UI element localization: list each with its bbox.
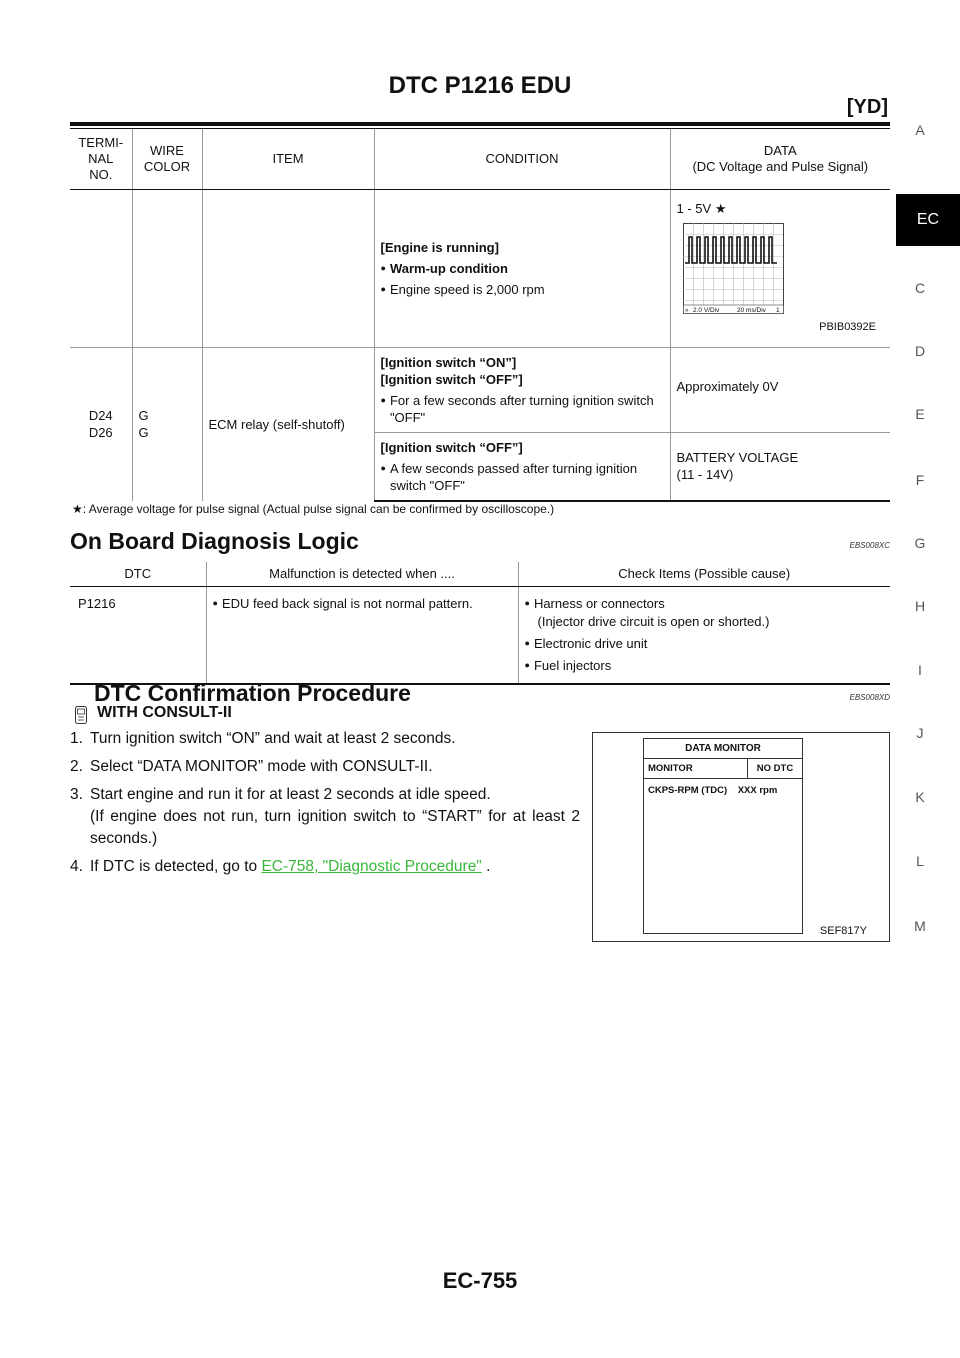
page-title: DTC P1216 EDU <box>388 72 572 99</box>
cell-check-items: ● Harness or connectors (Injector drive circuit is open or shorted.) ● Electronic drive unit ● Fuel injectors <box>518 586 890 684</box>
star-icon: ★ <box>714 200 727 216</box>
svg-text:2.0 V/Div: 2.0 V/Div <box>692 306 719 314</box>
monitor-figure-id: SEF817Y <box>819 925 867 937</box>
side-index-f[interactable]: F <box>915 472 925 488</box>
footnote: ★: Average voltage for pulse signal (Actual pulse signal can be confirmed by oscilloscope.) <box>72 502 555 516</box>
star-icon: ★ <box>72 502 83 516</box>
monitor-screen <box>643 738 803 934</box>
consult-subheading: WITH CONSULT-II <box>97 704 232 721</box>
confirmation-heading: DTC Confirmation Procedure <box>94 680 411 706</box>
cell-empty <box>202 189 374 347</box>
section-code: [YD] <box>846 96 888 118</box>
side-index-j[interactable]: J <box>916 725 924 741</box>
cell-data-battery: BATTERY VOLTAGE (11 - 14V) <box>670 432 890 501</box>
consult-tool-icon <box>74 705 88 725</box>
col-wire-header: WIRE COLOR <box>132 129 202 189</box>
side-index-k[interactable]: K <box>915 789 925 805</box>
side-index-a[interactable]: A <box>915 122 925 138</box>
logic-ref-code: EBS008XC <box>849 541 890 550</box>
data-monitor-figure <box>592 732 890 942</box>
svg-text:»: » <box>684 306 689 314</box>
logic-table <box>70 562 890 685</box>
cell-condition-ign-off: [Ignition switch “OFF”] ● A few seconds passed after turning ignition switch "OFF" <box>374 432 670 501</box>
col-dtc-header: DTC <box>70 562 206 586</box>
diagnostic-procedure-link[interactable]: EC-758, "Diagnostic Procedure" <box>261 858 482 875</box>
oscilloscope-figure <box>683 223 805 323</box>
cell-data-pulse: 1 - 5V ★ » 2.0 V/Div 20 ms/Div 1 PBIB0392E <box>670 189 890 347</box>
monitor-row: CKPS-RPM (TDC) XXX rpm <box>648 785 778 796</box>
monitor-status: NO DTC <box>756 763 794 774</box>
procedure-steps <box>70 728 580 884</box>
svg-text:1: 1 <box>775 306 780 314</box>
cell-empty <box>70 189 132 347</box>
side-index-i[interactable]: I <box>918 662 922 678</box>
col-check-header: Check Items (Possible cause) <box>518 562 890 586</box>
step-3: 3. Start engine and run it for at least 2 seconds at idle speed. (If engine does not run, turn ignition switch to “START” for at least 2 seconds.) <box>70 786 580 847</box>
side-index-g[interactable]: G <box>914 535 926 551</box>
side-index-m[interactable]: M <box>914 918 926 934</box>
step-2: 2. Select “DATA MONITOR” mode with CONSULT-II. <box>70 758 433 775</box>
cell-terminals: D24 D26 <box>70 347 132 501</box>
col-malfunction-header: Malfunction is detected when .... <box>206 562 518 586</box>
col-data-header: DATA (DC Voltage and Pulse Signal) <box>670 129 890 189</box>
side-index-ec-active[interactable]: EC <box>896 194 960 246</box>
header-rule <box>70 122 890 126</box>
side-index-d[interactable]: D <box>914 343 926 359</box>
logic-heading: On Board Diagnosis Logic <box>70 528 359 554</box>
monitor-col-label: MONITOR <box>644 759 748 778</box>
cell-condition-ign-on-off: [Ignition switch “ON”] [Ignition switch “OFF”] ● For a few seconds after turning ignition switch "OFF" <box>374 347 670 432</box>
step-1: 1. Turn ignition switch “ON” and wait at least 2 seconds. <box>70 730 456 747</box>
cell-wire-colors: G G <box>132 347 202 501</box>
page-number: EC-755 <box>442 1268 518 1293</box>
side-index-c[interactable]: C <box>914 280 926 296</box>
terminal-table <box>70 129 890 502</box>
confirmation-ref-code: EBS008XD <box>849 693 890 702</box>
col-terminal-header: TERMI- NAL NO. <box>70 129 132 189</box>
side-index-l[interactable]: L <box>916 853 924 869</box>
side-index-h[interactable]: H <box>914 598 926 614</box>
cell-item-ecm-relay: ECM relay (self-shutoff) <box>202 347 374 501</box>
svg-text:20 ms/Div: 20 ms/Div <box>736 306 766 314</box>
cell-data-0v: Approximately 0V <box>670 347 890 432</box>
col-item-header: ITEM <box>202 129 374 189</box>
cell-dtc: P1216 <box>70 586 206 684</box>
monitor-title: DATA MONITOR <box>644 739 802 759</box>
figure-id: PBIB0392E <box>819 320 876 333</box>
cell-malfunction: ● EDU feed back signal is not normal pattern. <box>206 586 518 684</box>
side-index-e[interactable]: E <box>915 406 925 422</box>
cell-condition-running: [Engine is running] ● Warm-up condition ● Engine speed is 2,000 rpm <box>374 189 670 347</box>
cell-empty <box>132 189 202 347</box>
step-4: 4. If DTC is detected, go to EC-758, "Diagnostic Procedure" . <box>70 858 491 875</box>
col-condition-header: CONDITION <box>374 129 670 189</box>
